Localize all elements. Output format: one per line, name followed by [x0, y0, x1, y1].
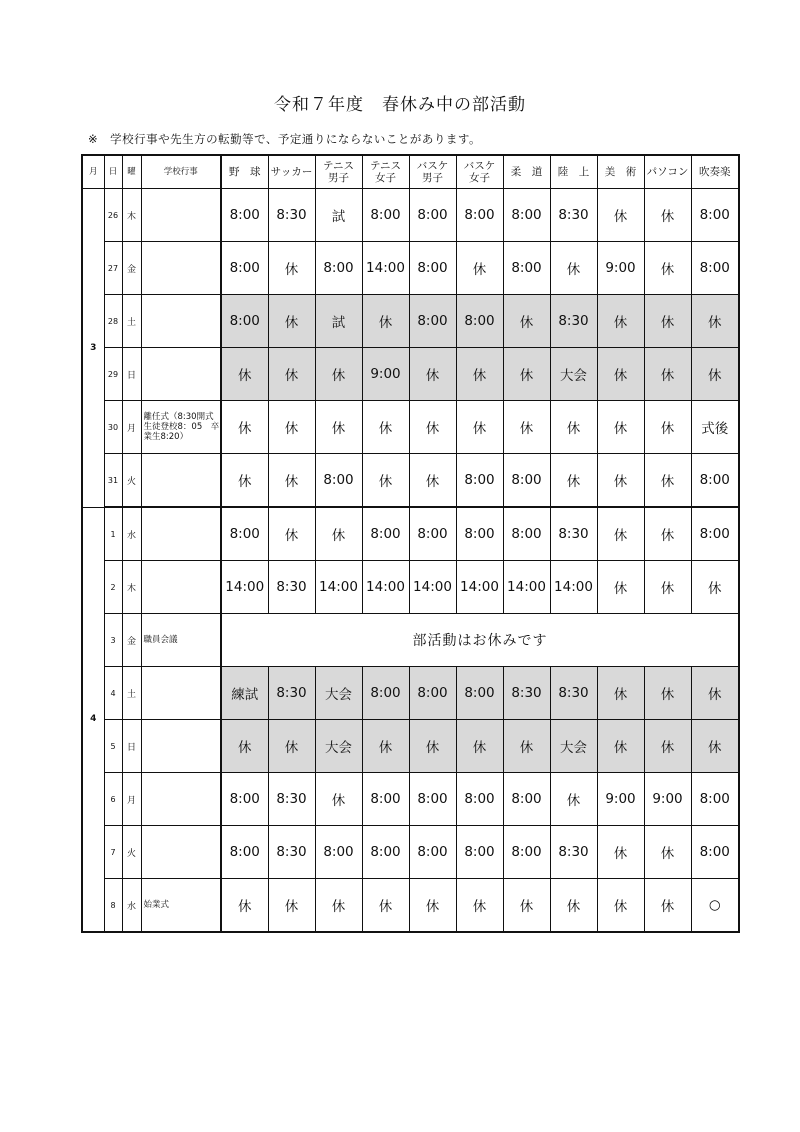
schedule-cell: 8:00 — [409, 773, 456, 826]
schedule-cell: 休 — [268, 348, 315, 401]
table-row — [82, 401, 739, 454]
header-club: テニス 男子 — [315, 155, 362, 189]
schedule-table — [81, 154, 740, 933]
schedule-cell: 休 — [221, 454, 268, 508]
day-cell: 3 — [104, 614, 122, 667]
schedule-cell: 14:00 — [315, 561, 362, 614]
weekday-cell: 金 — [122, 614, 141, 667]
event-cell — [141, 720, 221, 773]
schedule-cell: 休 — [597, 507, 644, 561]
event-cell — [141, 667, 221, 720]
header-club: サッカー — [268, 155, 315, 189]
schedule-cell: 休 — [268, 879, 315, 933]
day-cell: 26 — [104, 189, 122, 242]
event-cell: 職員会議 — [141, 614, 221, 667]
schedule-cell: 休 — [409, 454, 456, 508]
schedule-cell: 試 — [315, 189, 362, 242]
schedule-cell: 8:00 — [456, 773, 503, 826]
header-club: 美 術 — [597, 155, 644, 189]
table-row — [82, 773, 739, 826]
weekday-cell: 金 — [122, 242, 141, 295]
schedule-cell: 休 — [503, 348, 550, 401]
schedule-cell: 8:30 — [268, 189, 315, 242]
day-cell: 28 — [104, 295, 122, 348]
schedule-cell: 8:30 — [550, 826, 597, 879]
schedule-cell: 14:00 — [221, 561, 268, 614]
schedule-cell: 休 — [503, 295, 550, 348]
day-cell: 2 — [104, 561, 122, 614]
schedule-body — [82, 189, 739, 933]
schedule-cell: 休 — [550, 242, 597, 295]
table-row — [82, 348, 739, 401]
schedule-cell: 8:00 — [315, 242, 362, 295]
schedule-cell: 休 — [221, 401, 268, 454]
schedule-cell: 大会 — [550, 348, 597, 401]
schedule-cell: 休 — [315, 401, 362, 454]
schedule-cell: 休 — [644, 561, 691, 614]
header-club: テニス 女子 — [362, 155, 409, 189]
schedule-cell: 試 — [315, 295, 362, 348]
event-cell — [141, 295, 221, 348]
schedule-cell: 休 — [456, 401, 503, 454]
schedule-cell: 休 — [691, 295, 739, 348]
schedule-cell: 9:00 — [362, 348, 409, 401]
schedule-cell: 14:00 — [362, 242, 409, 295]
schedule-cell: 休 — [597, 561, 644, 614]
schedule-cell: 8:30 — [550, 189, 597, 242]
schedule-cell: 休 — [221, 879, 268, 933]
schedule-cell: 休 — [550, 879, 597, 933]
schedule-cell: 休 — [644, 401, 691, 454]
schedule-cell: 休 — [644, 667, 691, 720]
schedule-cell: 休 — [597, 667, 644, 720]
header-club: 吹奏楽 — [691, 155, 739, 189]
schedule-cell: 休 — [550, 454, 597, 508]
schedule-cell: 休 — [550, 773, 597, 826]
schedule-cell: 休 — [644, 242, 691, 295]
schedule-cell: 8:00 — [409, 295, 456, 348]
schedule-cell: 休 — [597, 826, 644, 879]
schedule-cell: 休 — [597, 401, 644, 454]
event-cell — [141, 561, 221, 614]
schedule-cell: 14:00 — [503, 561, 550, 614]
closed-notice: 部活動はお休みです — [221, 614, 739, 667]
schedule-cell: 9:00 — [644, 773, 691, 826]
schedule-cell: 8:00 — [456, 295, 503, 348]
schedule-cell: 休 — [503, 879, 550, 933]
weekday-cell: 日 — [122, 720, 141, 773]
header-club: 陸 上 — [550, 155, 597, 189]
schedule-cell: 休 — [315, 507, 362, 561]
header-club: 柔 道 — [503, 155, 550, 189]
schedule-cell: 8:00 — [691, 242, 739, 295]
schedule-cell: 休 — [691, 667, 739, 720]
schedule-cell: 休 — [691, 720, 739, 773]
schedule-cell: 休 — [644, 454, 691, 508]
schedule-cell: 8:30 — [268, 773, 315, 826]
schedule-cell: 8:00 — [456, 667, 503, 720]
schedule-cell: 休 — [409, 720, 456, 773]
schedule-cell: 休 — [644, 507, 691, 561]
schedule-cell: 8:00 — [362, 507, 409, 561]
schedule-cell: 式後 — [691, 401, 739, 454]
schedule-cell: 8:00 — [503, 454, 550, 508]
schedule-cell: 8:00 — [409, 826, 456, 879]
schedule-cell: 休 — [597, 189, 644, 242]
schedule-cell: 8:00 — [362, 773, 409, 826]
schedule-cell: 休 — [409, 348, 456, 401]
schedule-cell: 休 — [691, 348, 739, 401]
schedule-cell: 8:00 — [362, 826, 409, 879]
weekday-cell: 土 — [122, 667, 141, 720]
table-row — [82, 879, 739, 933]
schedule-cell: 8:00 — [503, 189, 550, 242]
schedule-cell: 大会 — [550, 720, 597, 773]
weekday-cell: 火 — [122, 826, 141, 879]
day-cell: 6 — [104, 773, 122, 826]
schedule-cell: 休 — [503, 720, 550, 773]
table-row — [82, 507, 739, 561]
schedule-cell: 休 — [409, 879, 456, 933]
schedule-cell: 8:30 — [550, 295, 597, 348]
day-cell: 27 — [104, 242, 122, 295]
schedule-cell: 8:00 — [221, 242, 268, 295]
schedule-cell: 休 — [362, 295, 409, 348]
schedule-cell: 練試 — [221, 667, 268, 720]
event-cell — [141, 242, 221, 295]
header-weekday: 曜 — [122, 155, 141, 189]
schedule-cell: 8:00 — [456, 189, 503, 242]
weekday-cell: 月 — [122, 401, 141, 454]
schedule-cell: 8:00 — [221, 295, 268, 348]
event-cell — [141, 507, 221, 561]
table-row — [82, 720, 739, 773]
schedule-cell: 休 — [268, 242, 315, 295]
weekday-cell: 火 — [122, 454, 141, 508]
header-club: バスケ 男子 — [409, 155, 456, 189]
schedule-cell: 8:00 — [456, 454, 503, 508]
day-cell: 29 — [104, 348, 122, 401]
schedule-cell: 8:00 — [503, 242, 550, 295]
schedule-cell: 8:00 — [221, 189, 268, 242]
event-cell — [141, 189, 221, 242]
schedule-cell: 休 — [597, 295, 644, 348]
schedule-cell: 休 — [456, 348, 503, 401]
table-row — [82, 189, 739, 242]
header-row — [82, 155, 739, 189]
day-cell: 1 — [104, 507, 122, 561]
header-day: 日 — [104, 155, 122, 189]
schedule-cell: 休 — [315, 773, 362, 826]
schedule-cell: 休 — [691, 561, 739, 614]
event-cell — [141, 773, 221, 826]
schedule-cell: 8:00 — [456, 507, 503, 561]
schedule-cell: 8:30 — [550, 667, 597, 720]
schedule-cell: 休 — [550, 401, 597, 454]
schedule-cell: 8:00 — [315, 454, 362, 508]
schedule-cell: 休 — [268, 401, 315, 454]
schedule-cell: 休 — [409, 401, 456, 454]
schedule-cell: 14:00 — [409, 561, 456, 614]
schedule-cell: 8:00 — [409, 189, 456, 242]
schedule-cell: 休 — [268, 720, 315, 773]
schedule-cell: 8:00 — [409, 507, 456, 561]
schedule-cell: 休 — [597, 348, 644, 401]
schedule-cell: 8:00 — [691, 189, 739, 242]
schedule-cell: 8:00 — [503, 826, 550, 879]
schedule-cell: 休 — [315, 348, 362, 401]
schedule-cell: 休 — [503, 401, 550, 454]
table-row — [82, 242, 739, 295]
schedule-cell: 休 — [644, 720, 691, 773]
schedule-cell: 休 — [644, 295, 691, 348]
schedule-cell: ○ — [691, 879, 739, 933]
header-event: 学校行事 — [141, 155, 221, 189]
header-club: パソコン — [644, 155, 691, 189]
schedule-cell: 9:00 — [597, 242, 644, 295]
schedule-cell: 休 — [597, 720, 644, 773]
schedule-cell: 8:30 — [268, 561, 315, 614]
schedule-cell: 8:00 — [409, 667, 456, 720]
schedule-cell: 8:00 — [691, 507, 739, 561]
schedule-cell: 大会 — [315, 720, 362, 773]
schedule-cell: 休 — [268, 507, 315, 561]
schedule-cell: 14:00 — [362, 561, 409, 614]
day-cell: 31 — [104, 454, 122, 508]
day-cell: 4 — [104, 667, 122, 720]
schedule-cell: 8:00 — [221, 826, 268, 879]
schedule-cell: 休 — [456, 879, 503, 933]
event-cell — [141, 454, 221, 508]
table-row — [82, 826, 739, 879]
schedule-cell: 休 — [644, 879, 691, 933]
month-cell: 4 — [82, 507, 104, 932]
schedule-cell: 休 — [597, 879, 644, 933]
header-month: 月 — [82, 155, 104, 189]
schedule-cell: 休 — [362, 454, 409, 508]
schedule-cell: 大会 — [315, 667, 362, 720]
weekday-cell: 日 — [122, 348, 141, 401]
day-cell: 30 — [104, 401, 122, 454]
schedule-cell: 8:00 — [503, 773, 550, 826]
event-cell — [141, 348, 221, 401]
table-row — [82, 295, 739, 348]
schedule-cell: 休 — [221, 720, 268, 773]
schedule-cell: 9:00 — [597, 773, 644, 826]
day-cell: 8 — [104, 879, 122, 933]
weekday-cell: 月 — [122, 773, 141, 826]
schedule-cell: 休 — [644, 189, 691, 242]
schedule-cell: 休 — [362, 401, 409, 454]
schedule-cell: 8:00 — [456, 826, 503, 879]
weekday-cell: 水 — [122, 879, 141, 933]
event-cell: 離任式（8:30開式 生徒登校8：05 卒業生8:20） — [141, 401, 221, 454]
schedule-cell: 8:30 — [550, 507, 597, 561]
schedule-cell: 14:00 — [456, 561, 503, 614]
schedule-cell: 8:30 — [268, 826, 315, 879]
schedule-cell: 休 — [268, 295, 315, 348]
schedule-cell: 休 — [456, 242, 503, 295]
schedule-cell: 休 — [597, 454, 644, 508]
weekday-cell: 木 — [122, 561, 141, 614]
schedule-cell: 8:00 — [409, 242, 456, 295]
table-row — [82, 614, 739, 667]
header-club: 野 球 — [221, 155, 268, 189]
weekday-cell: 土 — [122, 295, 141, 348]
schedule-cell: 休 — [362, 720, 409, 773]
month-cell: 3 — [82, 189, 104, 508]
day-cell: 7 — [104, 826, 122, 879]
schedule-cell: 8:00 — [221, 773, 268, 826]
schedule-cell: 8:00 — [315, 826, 362, 879]
schedule-cell: 8:00 — [503, 507, 550, 561]
schedule-cell: 休 — [268, 454, 315, 508]
event-cell: 始業式 — [141, 879, 221, 933]
schedule-cell: 8:00 — [221, 507, 268, 561]
schedule-cell: 休 — [362, 879, 409, 933]
schedule-cell: 休 — [221, 348, 268, 401]
schedule-cell: 8:00 — [691, 773, 739, 826]
header-club: バスケ 女子 — [456, 155, 503, 189]
table-row — [82, 561, 739, 614]
table-row — [82, 454, 739, 508]
schedule-cell: 8:00 — [691, 454, 739, 508]
day-cell: 5 — [104, 720, 122, 773]
page-title: 令和７年度 春休み中の部活動 — [274, 95, 526, 115]
weekday-cell: 木 — [122, 189, 141, 242]
schedule-cell: 8:30 — [503, 667, 550, 720]
note-text: ※ 学校行事や先生方の転勤等で、予定通りにならないことがあります。 — [88, 132, 481, 146]
schedule-cell: 8:00 — [362, 189, 409, 242]
schedule-cell: 休 — [644, 826, 691, 879]
event-cell — [141, 826, 221, 879]
weekday-cell: 水 — [122, 507, 141, 561]
table-row — [82, 667, 739, 720]
schedule-cell: 休 — [644, 348, 691, 401]
schedule-cell: 8:30 — [268, 667, 315, 720]
schedule-cell: 休 — [315, 879, 362, 933]
schedule-cell: 休 — [456, 720, 503, 773]
schedule-cell: 8:00 — [362, 667, 409, 720]
schedule-cell: 8:00 — [691, 826, 739, 879]
schedule-cell: 14:00 — [550, 561, 597, 614]
